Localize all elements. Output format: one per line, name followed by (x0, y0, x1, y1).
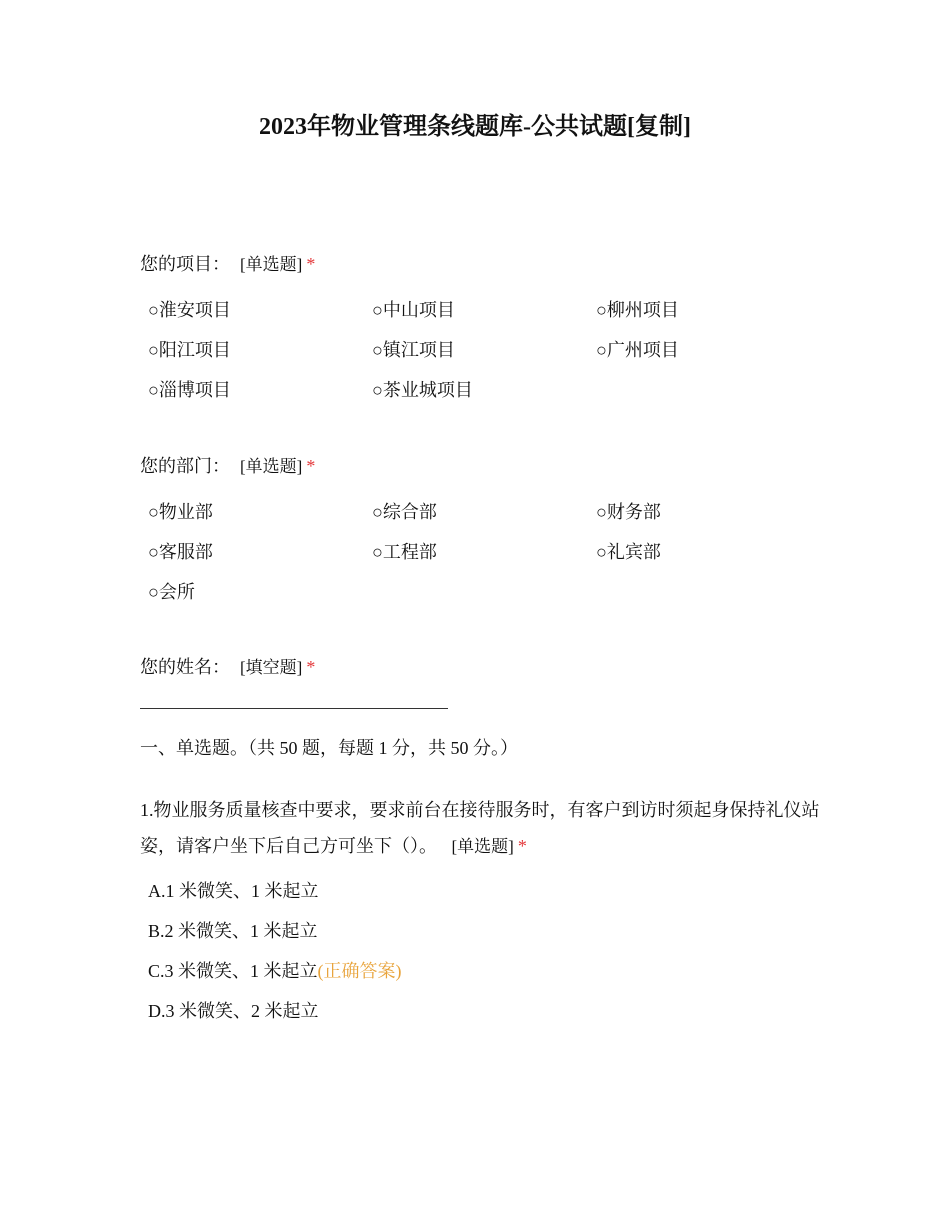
question-name-label (140, 654, 315, 681)
section-heading: 一、单选题。（共 50 题，每题 1 分，共 50 分。） (140, 738, 518, 758)
option-project-yangjiang[interactable]: ○阳江项目 (148, 340, 231, 360)
option-a-text: A.1 米微笑、1 米起立 (148, 881, 319, 901)
question-name-type: [填空题] (240, 658, 303, 677)
option-dept-general[interactable]: ○综合部 (372, 502, 437, 522)
option-dept-property[interactable]: ○物业部 (148, 502, 213, 522)
question-1-type: [单选题] (451, 837, 514, 856)
correct-answer-mark: (正确答案) (317, 961, 402, 981)
required-mark: * (306, 657, 316, 677)
option-project-zibo[interactable]: ○淄博项目 (148, 380, 231, 400)
option-c[interactable] (148, 958, 402, 984)
page-title: 2023年物业管理条线题库-公共试题[复制] (259, 114, 691, 140)
option-project-zhongshan[interactable]: ○中山项目 (372, 300, 455, 320)
question-department-label (140, 453, 315, 480)
option-project-zhenjiang[interactable]: ○镇江项目 (372, 340, 455, 360)
option-dept-customer-service[interactable]: ○客服部 (148, 542, 213, 562)
option-d-text: D.3 米微笑、2 米起立 (148, 1001, 319, 1021)
option-a[interactable] (148, 878, 402, 904)
option-dept-concierge[interactable]: ○礼宾部 (596, 542, 661, 562)
option-project-huaian[interactable]: ○淮安项目 (148, 300, 231, 320)
name-fill-line[interactable] (140, 708, 448, 709)
required-mark: * (306, 456, 316, 476)
option-project-chayecheng[interactable]: ○茶业城项目 (372, 380, 473, 400)
option-dept-clubhouse[interactable]: ○会所 (148, 582, 195, 602)
question-1-text: 1.物业服务质量核查中要求，要求前台在接待服务时，有客户到访时须起身保持礼仪站姿，请客户坐下后自己方可坐下（）。 (140, 800, 820, 856)
option-b-text: B.2 米微笑、1 米起立 (148, 921, 318, 941)
department-options (148, 499, 848, 605)
question-department-type: [单选题] (240, 457, 303, 476)
option-project-guangzhou[interactable]: ○广州项目 (596, 340, 679, 360)
question-project-type: [单选题] (240, 255, 303, 274)
option-d[interactable] (148, 998, 402, 1024)
option-b[interactable] (148, 918, 402, 944)
option-c-text: C.3 米微笑、1 米起立 (148, 961, 318, 981)
question-project-label (140, 251, 315, 278)
question-department-text: 您的部门： (140, 456, 230, 476)
option-dept-finance[interactable]: ○财务部 (596, 502, 661, 522)
option-project-liuzhou[interactable]: ○柳州项目 (596, 300, 679, 320)
required-mark: * (306, 254, 316, 274)
required-mark: * (517, 836, 527, 856)
question-name-text: 您的姓名： (140, 657, 230, 677)
option-dept-engineering[interactable]: ○工程部 (372, 542, 437, 562)
question-1-options (148, 878, 402, 1038)
project-options (148, 297, 848, 403)
question-project-text: 您的项目： (140, 254, 230, 274)
question-1 (140, 792, 820, 865)
